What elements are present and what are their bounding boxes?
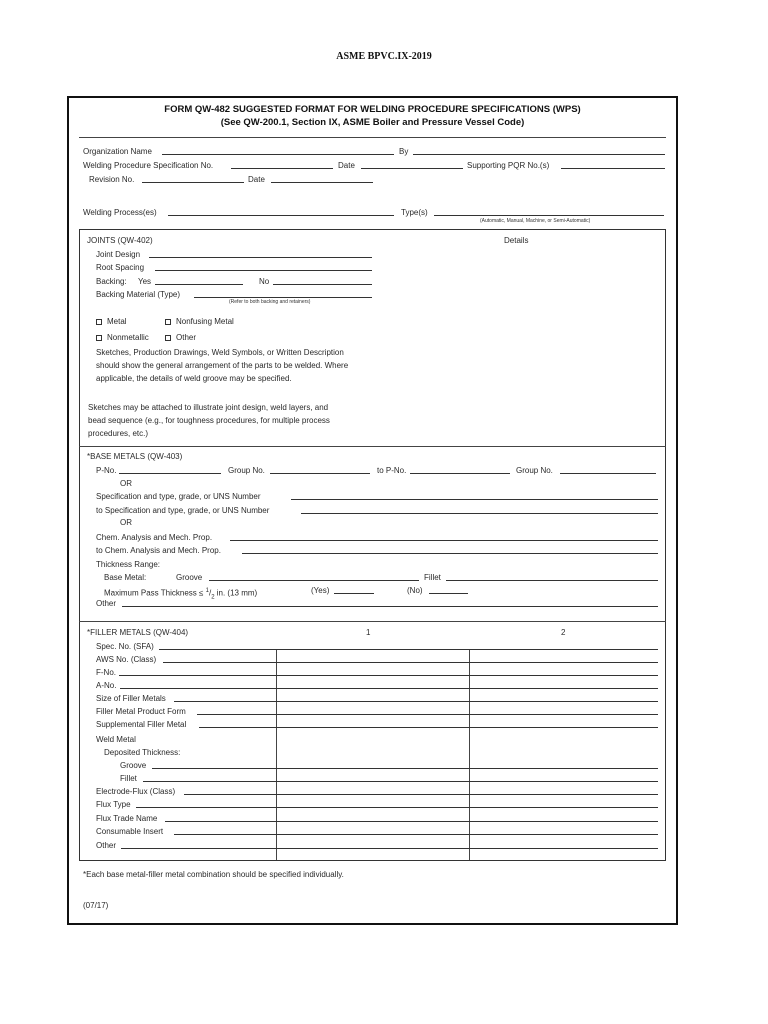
backing-yes-label: Yes [138,277,152,286]
base-metal-label: Base Metal: [104,573,147,582]
filler-col-1: 1 [366,628,371,637]
pno-field[interactable] [119,473,221,474]
wps-no-label: Welding Procedure Specification No. [83,161,214,170]
filler-row-4-label: Size of Filler Metals [96,694,166,703]
group-no-label: Group No. [228,466,265,475]
form-title: FORM QW-482 SUGGESTED FORMAT FOR WELDING PROCEDURE SPECIFICATIONS (WPS) [164,104,581,115]
by-label: By [399,147,409,156]
filler-row-6-field[interactable] [199,727,658,728]
types-field[interactable] [434,215,664,216]
pqr-field[interactable] [561,168,665,169]
backing-yes-field[interactable] [155,284,243,285]
to-spec-field[interactable] [301,513,658,514]
nonfusing-label: Nonfusing Metal [176,317,234,326]
org-name-label: Organization Name [83,147,152,156]
base-metals-heading: *BASE METALS (QW-403) [87,452,183,461]
wps-no-field[interactable] [231,168,333,169]
filler-row2-2-label: Flux Trade Name [96,814,158,823]
backing-note: (Refer to both backing and retainers) [229,299,311,305]
process-field[interactable] [168,215,394,216]
metal-checkbox[interactable] [96,319,102,325]
backing-label: Backing: [96,277,127,286]
to-spec-label: to Specification and type, grade, or UNS Number [96,506,270,515]
title-divider [79,137,666,138]
base-divider [79,621,666,622]
to-chem-label: to Chem. Analysis and Mech. Prop. [96,546,221,555]
groove-label: Groove [176,573,203,582]
backing-material-label: Backing Material (Type) [96,290,181,299]
types-note: (Automatic, Manual, Machine, or Semi-Automatic) [480,218,591,224]
group-no-2-label: Group No. [516,466,553,475]
filler-row-6-label: Supplemental Filler Metal [96,720,187,729]
fillet-deposit-field[interactable] [143,781,658,782]
filler-row-1-field[interactable] [163,662,658,663]
groove-field[interactable] [209,580,419,581]
joints-heading: JOINTS (QW-402) [87,236,153,245]
backing-material-field[interactable] [194,297,372,298]
filler-row-4-field[interactable] [174,701,658,702]
nonmetallic-label: Nonmetallic [107,333,149,342]
revision-label: Revision No. [89,175,135,184]
chem-label: Chem. Analysis and Mech. Prop. [96,533,213,542]
org-name-field[interactable] [162,154,394,155]
other-checkbox[interactable] [165,335,171,341]
joint-design-label: Joint Design [96,250,141,259]
filler-row-0-label: Spec. No. (SFA) [96,642,154,651]
form-revision-code: (07/17) [83,901,109,910]
max-pass-yes-field[interactable] [334,593,374,594]
filler-col-2: 2 [561,628,566,637]
types-label: Type(s) [401,208,428,217]
spec-label: Specification and type, grade, or UNS Number [96,492,261,501]
fillet-label: Fillet [424,573,441,582]
sketch-line-2: bead sequence (e.g., for toughness procedures, for multiple process [88,416,330,425]
details-label: Details [504,236,529,245]
by-field[interactable] [413,154,665,155]
thickness-label: Thickness Range: [96,560,161,569]
spec-field[interactable] [291,499,658,500]
filler-heading: *FILLER METALS (QW-404) [87,628,189,637]
revision-field[interactable] [142,182,244,183]
fillet-field[interactable] [446,580,658,581]
form-subtitle: (See QW-200.1, Section IX, ASME Boiler and Pressure Vessel Code) [220,117,525,128]
desc-line-3: applicable, the details of weld groove may be specified. [96,374,292,383]
base-other-field[interactable] [122,606,658,607]
max-pass-yes-label: (Yes) [311,586,330,595]
to-pno-label: to P-No. [377,466,407,475]
max-pass-label: Maximum Pass Thickness ≤ $^1/_2$ in. (13 mm) [104,588,258,601]
group-no-field[interactable] [270,473,370,474]
base-other-label: Other [96,599,117,608]
filler-row-3-label: A-No. [96,681,117,690]
filler-row-0-field[interactable] [159,649,658,650]
filler-row2-4-field[interactable] [121,848,658,849]
process-label: Welding Process(es) [83,208,157,217]
fillet-deposit-label: Fillet [120,774,137,783]
root-spacing-label: Root Spacing [96,263,145,272]
groove-deposit-label: Groove [120,761,147,770]
filler-row2-1-field[interactable] [136,807,658,808]
pqr-label: Supporting PQR No.(s) [467,161,550,170]
weld-metal-label: Weld Metal [96,735,136,744]
backing-no-label: No [259,277,270,286]
nonfusing-checkbox[interactable] [165,319,171,325]
filler-row-5-label: Filler Metal Product Form [96,707,186,716]
filler-row-2-label: F-No. [96,668,116,677]
or-2: OR [120,518,132,527]
joints-divider [79,446,666,447]
filler-row-5-field[interactable] [197,714,658,715]
filler-row2-3-field[interactable] [174,834,658,835]
filler-row2-1-label: Flux Type [96,800,131,809]
date-field[interactable] [361,168,463,169]
filler-row2-3-label: Consumable Insert [96,827,164,836]
backing-no-field[interactable] [273,284,372,285]
root-spacing-field[interactable] [155,270,372,271]
footnote: *Each base metal-filler metal combination should be specified individually. [83,870,344,879]
group-no-2-field[interactable] [560,473,656,474]
revision-date-field[interactable] [271,182,373,183]
chem-field[interactable] [230,540,658,541]
revision-date-label: Date [248,175,265,184]
joint-design-field[interactable] [149,257,372,258]
desc-line-1: Sketches, Production Drawings, Weld Symbols, or Written Description [96,348,344,357]
filler-col-divider-2 [469,649,470,860]
deposited-label: Deposited Thickness: [104,748,181,757]
metal-label: Metal [107,317,127,326]
sketch-line-3: procedures, etc.) [88,429,149,438]
filler-row2-4-label: Other [96,841,117,850]
desc-line-2: should show the general arrangement of the parts to be welded. Where [96,361,349,370]
filler-row-3-field[interactable] [120,688,658,689]
document-header: ASME BPVC.IX-2019 [336,51,432,62]
filler-row2-0-field[interactable] [184,794,658,795]
date-label: Date [338,161,355,170]
filler-col-divider-1 [276,649,277,860]
nonmetallic-checkbox[interactable] [96,335,102,341]
pno-label: P-No. [96,466,117,475]
to-pno-field[interactable] [410,473,510,474]
to-chem-field[interactable] [242,553,658,554]
other-label: Other [176,333,197,342]
max-pass-no-label: (No) [407,586,423,595]
filler-row2-0-label: Electrode-Flux (Class) [96,787,176,796]
filler-row2-2-field[interactable] [165,821,658,822]
sketch-line-1: Sketches may be attached to illustrate joint design, weld layers, and [88,403,329,412]
or-1: OR [120,479,132,488]
filler-row-1-label: AWS No. (Class) [96,655,157,664]
filler-row-2-field[interactable] [119,675,658,676]
groove-deposit-field[interactable] [152,768,658,769]
max-pass-no-field[interactable] [429,593,468,594]
